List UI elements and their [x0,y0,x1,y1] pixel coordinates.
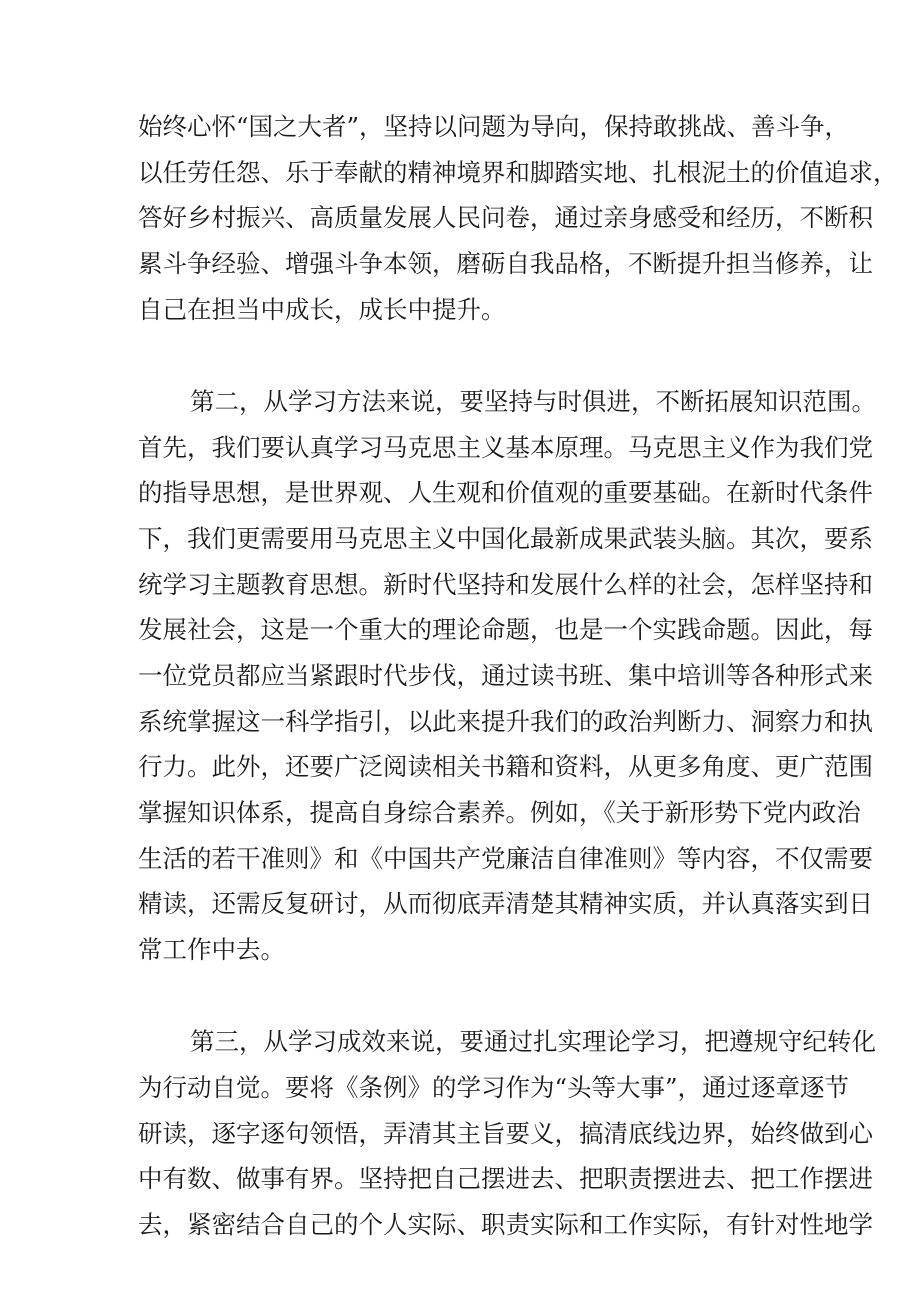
text-line: 以任劳任怨、乐于奉献的精神境界和脚踏实地、扎根泥土的价值追求， [138,157,898,187]
text-line: 一位党员都应当紧跟时代步伐，通过读书班、集中培训等各种形式来 [138,660,873,690]
text-line: 生活的若干准则》和《中国共产党廉洁自律准则》等内容，不仅需要 [138,843,873,873]
text-line: 第三，从学习成效来说，要通过扎实理论学习，把遵规守纪转化 [190,1027,876,1057]
document-body [138,104,898,1248]
text-line: 第二，从学习方法来说，要坚持与时俱进，不断拓展知识范围。 [190,386,876,416]
text-line: 为行动自觉。要将《条例》的学习作为“头等大事”，通过逐章逐节 [138,1072,850,1102]
text-line: 始终心怀“国之大者”，坚持以问题为导向，保持敢挑战、善斗争， [138,112,850,141]
text-line: 发展社会，这是一个重大的理论命题，也是一个实践命题。因此，每 [138,615,873,645]
text-line: 中有数、做事有界。坚持把自己摆进去、把职责摆进去、把工作摆进 [138,1164,873,1194]
text-line: 行力。此外，还要广泛阅读相关书籍和资料，从更多角度、更广范围 [138,752,873,782]
text-line: 常工作中去。 [138,935,285,965]
text-line: 精读，还需反复研讨，从而彻底弄清楚其精神实质，并认真落实到日 [138,889,873,919]
paragraph-3 [138,1019,876,1247]
paragraph-spacer [138,973,798,1019]
paragraph-spacer [138,332,798,378]
text-line: 首先，我们要认真学习马克思主义基本原理。马克思主义作为我们党 [138,432,873,462]
paragraph-1 [138,104,898,332]
text-line: 掌握知识体系，提高自身综合素养。例如，《关于新形势下党内政治 [138,798,861,828]
text-line: 下，我们更需要用马克思主义中国化最新成果武装头脑。其次，要系 [138,523,873,553]
text-line: 累斗争经验、增强斗争本领，磨砺自我品格，不断提升担当修养，让 [138,249,873,279]
text-line: 去，紧密结合自己的个人实际、职责实际和工作实际，有针对性地学 [138,1209,873,1239]
text-line: 统学习主题教育思想。新时代坚持和发展什么样的社会，怎样坚持和 [138,569,873,599]
text-line: 自己在担当中成长，成长中提升。 [138,294,506,324]
text-line: 研读，逐字逐句领悟，弄清其主旨要义，搞清底线边界，始终做到心 [138,1118,873,1148]
text-line: 的指导思想，是世界观、人生观和价值观的重要基础。在新时代条件 [138,478,873,508]
text-line: 系统掌握这一科学指引，以此来提升我们的政治判断力、洞察力和执 [138,706,873,736]
text-line: 答好乡村振兴、高质量发展人民问卷，通过亲身感受和经历，不断积 [138,203,873,233]
paragraph-2 [138,379,876,973]
